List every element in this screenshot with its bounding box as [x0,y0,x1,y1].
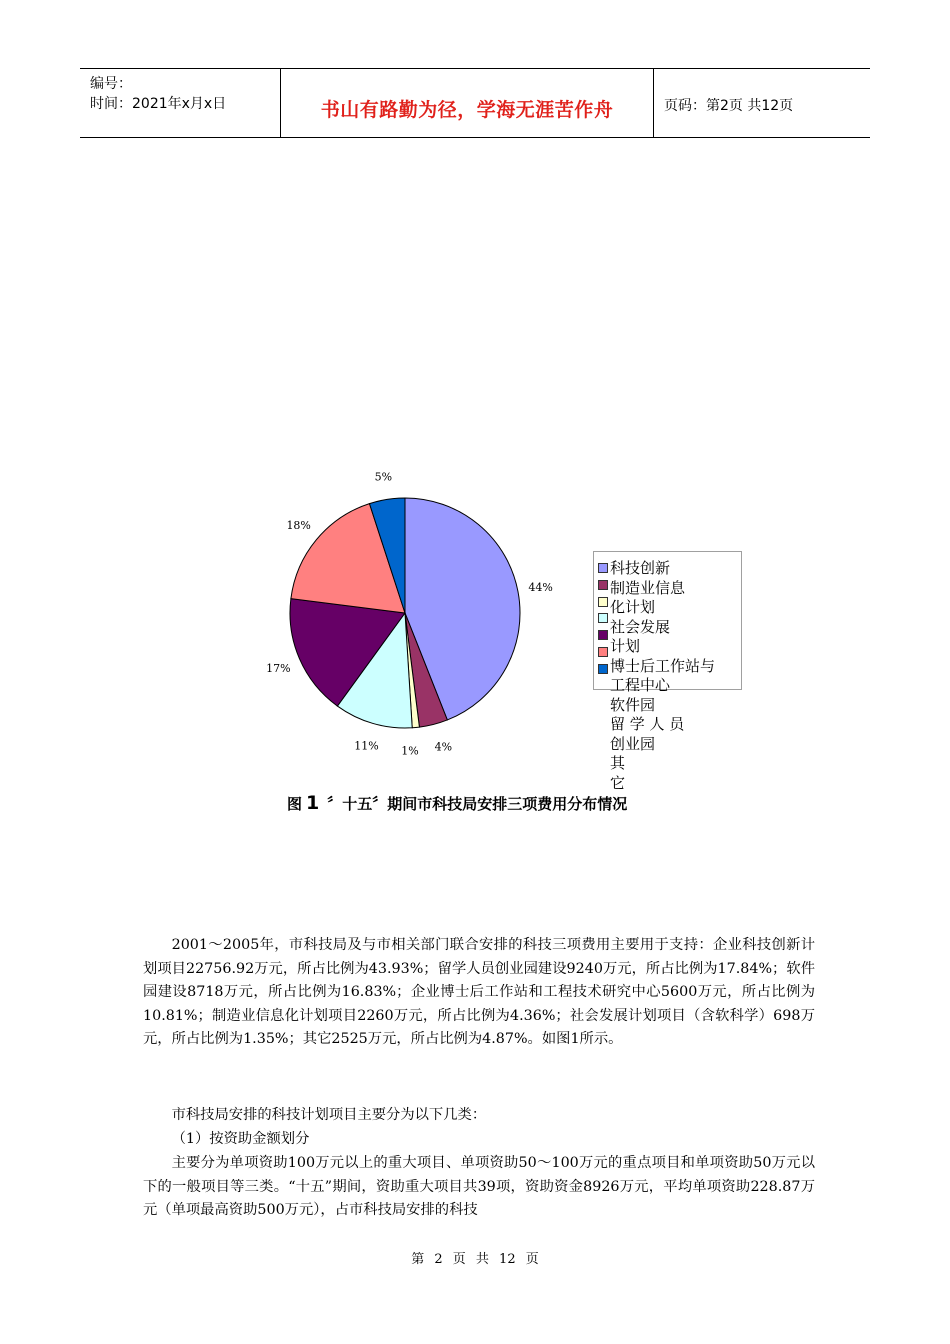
legend-label: 创业园 [610,734,656,753]
paragraph-funding-summary: 2001～2005年，市科技局及与市相关部门联合安排的科技三项费用主要用于支持：企业科技创新计划项目22756.92万元，所占比例为43.93%；留学人员创业园建设9240万元，所占比例为17.84%；软件园建设8718万元，所占比例为16.83%；企业博士后工作站和工程技术研究中心5600万元，所占比例为10.81%；制造业信息化计划项目2260万元，所占比例为4.36%；社会发展计划项目（含软科学）698万元，所占比例为1.35%；其它2525万元，所占比例为4.87%。如图1所示。 [143,937,815,1048]
paragraph-categories-intro: 市科技局安排的科技计划项目主要分为以下几类： [171,1107,487,1123]
pie-chart [260,470,560,760]
pie-value-label: 1% [401,744,419,758]
caption-number: 1 [306,792,320,814]
legend-swatch [598,647,608,657]
time-label: 时间：2021年x月x日 [90,96,227,112]
motto: 书山有路勤为径，学海无涯苦作舟 [320,99,614,121]
legend-label: 工程中心 [610,676,671,694]
serial-label: 编号： [90,76,132,92]
legend-label: 博士后工作站与 [610,656,716,675]
legend-label: 化计划 [610,598,656,616]
legend-label: 科技创新 [610,559,671,577]
legend-label: 计划 [610,637,641,655]
page-header [80,68,870,138]
pie-value-label: 18% [286,519,311,533]
caption-prefix: 图 [287,795,303,813]
legend-label: 制造业信息 [610,578,686,597]
pie-value-label: 11% [354,739,379,753]
pie-value-label: 4% [434,740,453,754]
legend-label: 其 [610,754,626,772]
page-info: 页码：第2页 共12页 [664,98,794,114]
legend-label: 软件园 [610,695,656,714]
pie-value-label: 17% [266,661,291,675]
header-page-cell [654,69,870,137]
pie-value-label: 5% [374,470,393,484]
legend-swatch [598,613,608,623]
paragraph-section-heading: （1）按资助金额划分 [171,1131,310,1147]
legend-swatch [598,597,608,607]
chart-legend [593,551,742,792]
legend-label: 留 学 人 员 [610,715,685,733]
legend-label: 它 [610,773,626,792]
header-meta-cell [80,69,281,137]
page-footer: 第 2 页 共 12 页 [411,1252,539,1267]
legend-swatch [598,563,608,573]
legend-swatch [598,630,608,640]
legend-swatch [598,580,608,590]
legend-label: 社会发展 [610,617,671,636]
caption-text: 〞十五〞期间市科技局安排三项费用分布情况 [327,795,628,813]
header-motto-cell [281,69,654,137]
pie-value-label: 44% [528,581,553,595]
paragraph-amount-classes: 主要分为单项资助100万元以上的重大项目、单项资助50～100万元的重点项目和单项资助50万元以下的一般项目等三类。“十五”期间，资助重大项目共39项，资助资金8926万元，平均单项资助228.87万元（单项最高资助500万元），占市科技局安排的科技 [143,1155,815,1219]
legend-swatch [598,664,608,674]
figure-caption [287,792,627,814]
